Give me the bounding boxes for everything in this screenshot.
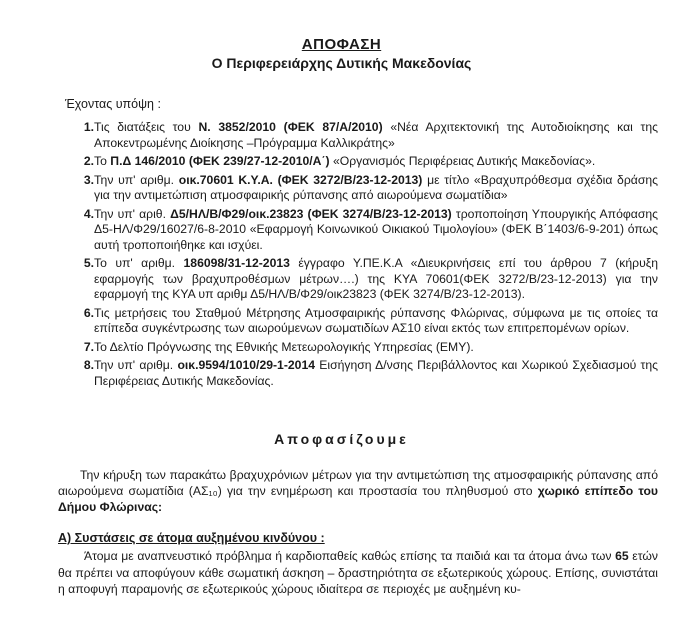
document-title: ΑΠΟΦΑΣΗ	[301, 36, 382, 53]
decision-heading: Αποφασίζουμε	[274, 431, 409, 447]
considerations-list	[58, 120, 658, 392]
item-text: Την υπ' αριθμ.	[94, 358, 178, 372]
document-subtitle: Ο Περιφερειάρχης Δυτικής Μακεδονίας	[211, 55, 472, 71]
item-bold: οικ.70601 Κ.Υ.Α. (ΦΕΚ 3272/Β/23-12-2013)	[178, 172, 423, 187]
item-bold: οικ.9594/1010/29-1-2014	[177, 358, 316, 372]
list-item	[58, 120, 658, 151]
item-number: 7.	[83, 339, 94, 354]
item-text: έγγραφο Υ.ΠΕ.Κ.Α «Διευκρινήσεις επί του άρθρου 7 (κήρυξη εφαρμογής των βραχυπροθέσμων μέτρων….) της ΚΥΑ 70601(ΦΕΚ 3272/Β/23-12-2013) για την εφαρμογή της ΚΥΑ υπ αριθμ Δ5/ΗΛ/Β/Φ29/οικ23823 (ΦΕΚ 3274/Β/23-12-2013).	[94, 256, 658, 301]
item-number: 5.	[83, 256, 94, 270]
item-number: 4.	[83, 206, 94, 221]
item-number: 2.	[83, 154, 94, 168]
item-text: τροποποίηση Υπουργικής Απόφασης Δ5-ΗΛ/Φ29/16027/6-8-2010 «Εφαρμογή Κοινωνικού Οικιακού Τιμολογίου» (ΦΕΚ Β΄1403/6-9-201) όπως αυτή τροποποιήθηκε και ισχύει.	[94, 206, 658, 252]
intro-text: Έχοντας υπόψη :	[65, 97, 161, 111]
list-item	[58, 340, 658, 356]
item-text: «Νέα Αρχιτεκτονική της Αυτοδιοίκησης και της Αποκεντρωμένης Διοίκησης –Πρόγραμμα Καλλικράτης»	[94, 120, 659, 150]
list-item	[58, 207, 658, 254]
decision-text: Την κήρυξη των παρακάτω βραχυχρόνιων μέτρων για την αντιμετώπιση της ατμοσφαιρικής ρύπανσης από αιωρούμενα σωματίδια (ΑΣ₁₀) για την ενημέρωση και προστασία του πληθυσμού στο	[58, 468, 658, 498]
item-bold: Π.Δ 146/2010 (ΦΕΚ 239/27-12-2010/Α΄)	[110, 154, 330, 168]
section-a-text: Άτομα με αναπνευστικό πρόβλημα ή καρδιοπαθείς καθώς επίσης τα παιδιά και τα άτομα άνω των	[84, 549, 616, 563]
item-text: Εισήγηση Δ/νσης Περιβάλλοντος και Χωρικού Σχεδιασμού της Περιφέρειας Δυτικής Μακεδονίας.	[94, 358, 658, 388]
section-a-text: ετών θα πρέπει να αποφύγουν κάθε σωματική άσκηση – δραστηριότητα σε εξωτερικούς χώρους. Επίσης, συνιστάται η αποφυγή παραμονής σε εξωτερικούς χώρους ιδιαίτερα σε περιοχές με αυξημένη κυ-	[58, 549, 658, 596]
list-item	[58, 306, 658, 337]
item-bold: Ν. 3852/2010 (ΦΕΚ 87/Α/2010)	[198, 120, 383, 134]
item-text: με τίτλο «Βραχυπρόθεσμα σχέδια δράσης για την αντιμετώπιση ατμοσφαιρικής ρύπανσης από αιωρούμενα σωματίδια»	[94, 172, 658, 202]
item-bold: 186098/31-12-2013	[183, 256, 290, 270]
item-number: 8.	[83, 358, 94, 372]
list-item	[58, 358, 658, 389]
list-item	[58, 154, 658, 170]
section-a-bold: 65	[615, 549, 629, 563]
item-bold: Δ5/ΗΛ/Β/Φ29/οικ.23823 (ΦΕΚ 3274/Β/23-12-2013)	[170, 206, 452, 221]
item-text: Τις μετρήσεις του Σταθμού Μέτρησης Ατμοσφαιρικής ρύπανσης Φλώρινας, σύμφωνα με τις οποίες τα επίπεδα συγκέντρωσης των αιωρούμενων σωματιδίων ΑΣ10 είναι εκτός των επιτρεπομένων ορίων.	[94, 305, 658, 335]
item-number: 6.	[83, 305, 94, 320]
section-a-body	[58, 548, 658, 598]
item-text: Το Δελτίο Πρόγνωσης της Εθνικής Μετεωρολογικής Υπηρεσίας (ΕΜΥ).	[94, 339, 474, 354]
list-item	[58, 173, 658, 204]
item-number: 1.	[83, 120, 94, 134]
item-number: 3.	[83, 172, 94, 187]
item-text: Το	[94, 154, 111, 168]
decision-bold: χωρικό επίπεδο του Δήμου Φλώρινας:	[58, 484, 659, 514]
item-text: Τις διατάξεις του	[94, 120, 199, 134]
item-text: Την υπ' αριθμ.	[94, 172, 179, 187]
section-a-heading: Α) Συστάσεις σε άτομα αυξημένου κινδύνου :	[58, 531, 325, 545]
list-item	[58, 256, 658, 303]
decision-paragraph	[58, 467, 658, 515]
item-text: «Οργανισμός Περιφέρειας Δυτικής Μακεδονίας».	[329, 154, 596, 168]
item-text: Το υπ' αριθμ.	[94, 256, 184, 270]
item-text: Την υπ' αριθ.	[94, 206, 171, 221]
